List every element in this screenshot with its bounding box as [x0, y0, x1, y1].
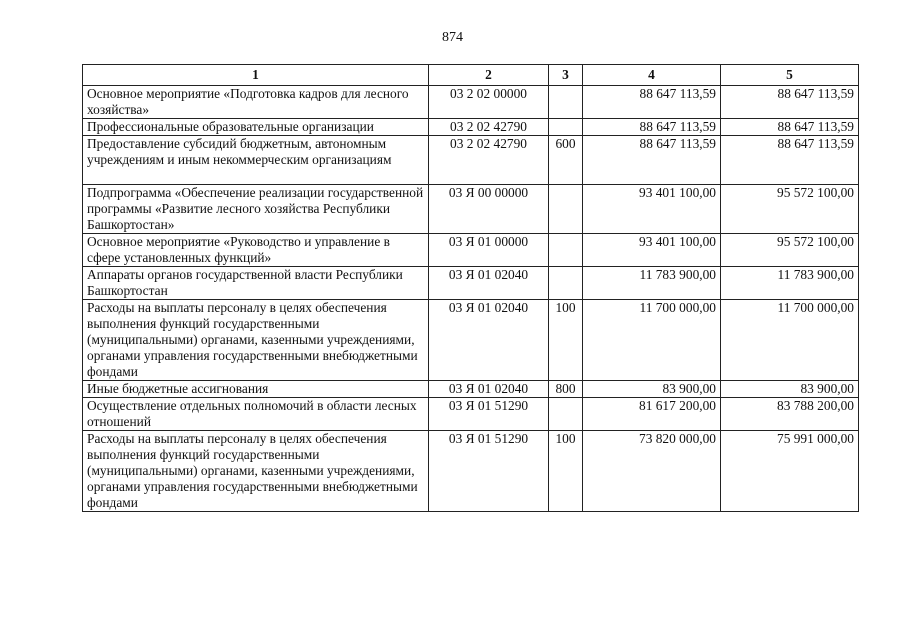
column-header: 5	[721, 65, 859, 86]
row-name-cell: Основное мероприятие «Руководство и управление в сфере установленных функций»	[83, 234, 429, 267]
table-row	[83, 119, 859, 136]
table-row	[83, 86, 859, 119]
row-code-cell: 03 Я 01 02040	[429, 381, 549, 398]
table-row	[83, 300, 859, 381]
row-value4-cell: 81 617 200,00	[583, 398, 721, 431]
table-row	[83, 431, 859, 512]
row-code-cell: 03 2 02 42790	[429, 119, 549, 136]
row-type-cell: 800	[549, 381, 583, 398]
row-type-cell: 100	[549, 300, 583, 381]
column-header: 1	[83, 65, 429, 86]
row-type-cell	[549, 267, 583, 300]
row-type-cell	[549, 185, 583, 234]
row-value5-cell: 83 788 200,00	[721, 398, 859, 431]
row-value4-cell: 11 783 900,00	[583, 267, 721, 300]
budget-table	[82, 64, 859, 512]
row-code-cell: 03 2 02 42790	[429, 136, 549, 185]
row-value4-cell: 88 647 113,59	[583, 86, 721, 119]
row-name-cell: Основное мероприятие «Подготовка кадров для лесного хозяйства»	[83, 86, 429, 119]
row-value4-cell: 88 647 113,59	[583, 136, 721, 185]
row-name-cell: Осуществление отдельных полномочий в области лесных отношений	[83, 398, 429, 431]
row-value5-cell: 83 900,00	[721, 381, 859, 398]
row-name-cell: Профессиональные образовательные организации	[83, 119, 429, 136]
table-row	[83, 398, 859, 431]
row-value4-cell: 93 401 100,00	[583, 185, 721, 234]
row-value4-cell: 73 820 000,00	[583, 431, 721, 512]
row-name-cell: Расходы на выплаты персоналу в целях обеспечения выполнения функций государственными (муниципальными) органами, казенными учреждениями, органами управления государственными внебюджетными фондами	[83, 431, 429, 512]
row-value5-cell: 11 700 000,00	[721, 300, 859, 381]
row-value5-cell: 88 647 113,59	[721, 136, 859, 185]
column-header: 2	[429, 65, 549, 86]
row-code-cell: 03 2 02 00000	[429, 86, 549, 119]
row-value5-cell: 95 572 100,00	[721, 185, 859, 234]
row-code-cell: 03 Я 01 51290	[429, 431, 549, 512]
row-name-cell: Аппараты органов государственной власти Республики Башкортостан	[83, 267, 429, 300]
row-value4-cell: 88 647 113,59	[583, 119, 721, 136]
row-code-cell: 03 Я 01 02040	[429, 300, 549, 381]
column-header: 3	[549, 65, 583, 86]
row-name-cell: Иные бюджетные ассигнования	[83, 381, 429, 398]
row-code-cell: 03 Я 00 00000	[429, 185, 549, 234]
row-value5-cell: 11 783 900,00	[721, 267, 859, 300]
row-type-cell	[549, 86, 583, 119]
row-code-cell: 03 Я 01 00000	[429, 234, 549, 267]
row-value5-cell: 88 647 113,59	[721, 86, 859, 119]
row-name-cell: Расходы на выплаты персоналу в целях обеспечения выполнения функций государственными (муниципальными) органами, казенными учреждениями, органами управления государственными внебюджетными фондами	[83, 300, 429, 381]
row-name-cell: Предоставление субсидий бюджетным, автономным учреждениям и иным некоммерческим организациям	[83, 136, 429, 185]
row-type-cell	[549, 119, 583, 136]
row-code-cell: 03 Я 01 51290	[429, 398, 549, 431]
row-type-cell	[549, 398, 583, 431]
row-value4-cell: 83 900,00	[583, 381, 721, 398]
row-value4-cell: 93 401 100,00	[583, 234, 721, 267]
table-row	[83, 381, 859, 398]
table-row	[83, 185, 859, 234]
row-type-cell	[549, 234, 583, 267]
row-value4-cell: 11 700 000,00	[583, 300, 721, 381]
row-type-cell: 100	[549, 431, 583, 512]
row-type-cell: 600	[549, 136, 583, 185]
row-value5-cell: 88 647 113,59	[721, 119, 859, 136]
table-row	[83, 234, 859, 267]
header-row	[83, 65, 859, 86]
row-value5-cell: 95 572 100,00	[721, 234, 859, 267]
table-row	[83, 136, 859, 185]
row-code-cell: 03 Я 01 02040	[429, 267, 549, 300]
row-name-cell: Подпрограмма «Обеспечение реализации государственной программы «Развитие лесного хозяйства Республики Башкортостан»	[83, 185, 429, 234]
row-value5-cell: 75 991 000,00	[721, 431, 859, 512]
page-number: 874	[442, 30, 463, 45]
table-row	[83, 267, 859, 300]
column-header: 4	[583, 65, 721, 86]
